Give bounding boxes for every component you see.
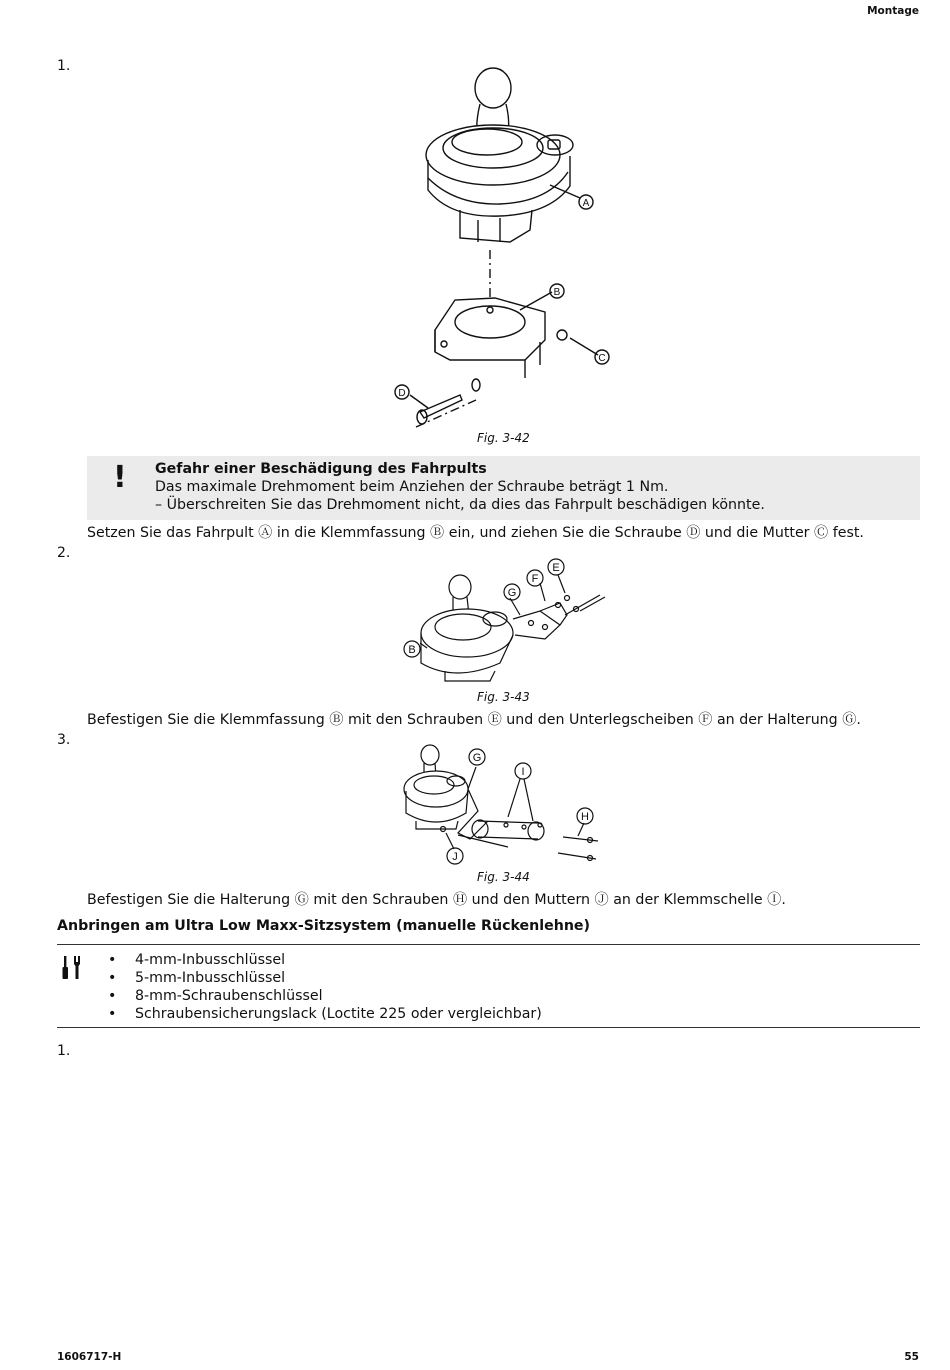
list-item: • Schraubensicherungslack (Loctite 225 oder vergleichbar) xyxy=(135,1005,542,1023)
warning-title: Gefahr einer Beschädigung des Fahrpults xyxy=(155,461,487,477)
figure-3-44 xyxy=(398,741,608,869)
instruction-text: Setzen Sie das Fahrpult Ⓐ in die Klemmfassung Ⓑ ein, und ziehen Sie die Schraube Ⓓ und die Mutter Ⓒ fest. xyxy=(87,525,864,541)
label-d: D xyxy=(398,388,406,399)
label-i: I xyxy=(521,766,525,778)
divider xyxy=(57,944,920,945)
list-item: • 5-mm-Inbusschlüssel xyxy=(135,969,542,987)
list-item: • 4-mm-Inbusschlüssel xyxy=(135,951,542,969)
label-c: C xyxy=(598,353,606,364)
label-b: B xyxy=(408,644,416,656)
warning-text: – Überschreiten Sie das Drehmoment nicht, da dies das Fahrpult beschädigen könnte. xyxy=(155,497,765,513)
label-f: F xyxy=(531,573,539,585)
label-g: G xyxy=(472,752,482,764)
label-h: H xyxy=(581,811,589,823)
section-title: Anbringen am Ultra Low Maxx-Sitzsystem (manuelle Rückenlehne) xyxy=(57,918,591,934)
warning-box xyxy=(87,456,920,520)
header-section-title: Montage xyxy=(867,5,919,17)
list-item: • 8-mm-Schraubenschlüssel xyxy=(135,987,542,1005)
divider xyxy=(57,1027,920,1028)
label-j: J xyxy=(452,851,458,863)
figure-caption: Fig. 3-42 xyxy=(477,431,530,445)
step-number: 3. xyxy=(57,732,71,748)
figure-3-43 xyxy=(395,553,615,688)
footer-page-number: 55 xyxy=(904,1351,919,1363)
step-number: 1. xyxy=(57,1043,71,1059)
label-a: A xyxy=(582,198,590,209)
tools-list xyxy=(135,951,542,1023)
tools-icon xyxy=(61,954,85,980)
instruction-text: Befestigen Sie die Halterung Ⓖ mit den Schrauben Ⓗ und den Muttern Ⓙ an der Klemmschelle Ⓘ. xyxy=(87,892,786,908)
warning-icon: ! xyxy=(113,460,127,495)
instruction-text: Befestigen Sie die Klemmfassung Ⓑ mit den Schrauben Ⓔ und den Unterlegscheiben Ⓕ an der Halterung Ⓖ. xyxy=(87,712,861,728)
figure-caption: Fig. 3-43 xyxy=(477,690,530,704)
step-number: 2. xyxy=(57,545,71,561)
footer-doc-number: 1606717-H xyxy=(57,1351,122,1363)
warning-text: Das maximale Drehmoment beim Anziehen der Schraube beträgt 1 Nm. xyxy=(155,479,669,495)
step-number: 1. xyxy=(57,58,71,74)
label-b: B xyxy=(553,287,561,298)
figure-caption: Fig. 3-44 xyxy=(477,870,530,884)
label-e: E xyxy=(552,562,560,574)
label-g: G xyxy=(507,587,517,599)
figure-3-42 xyxy=(380,60,630,435)
